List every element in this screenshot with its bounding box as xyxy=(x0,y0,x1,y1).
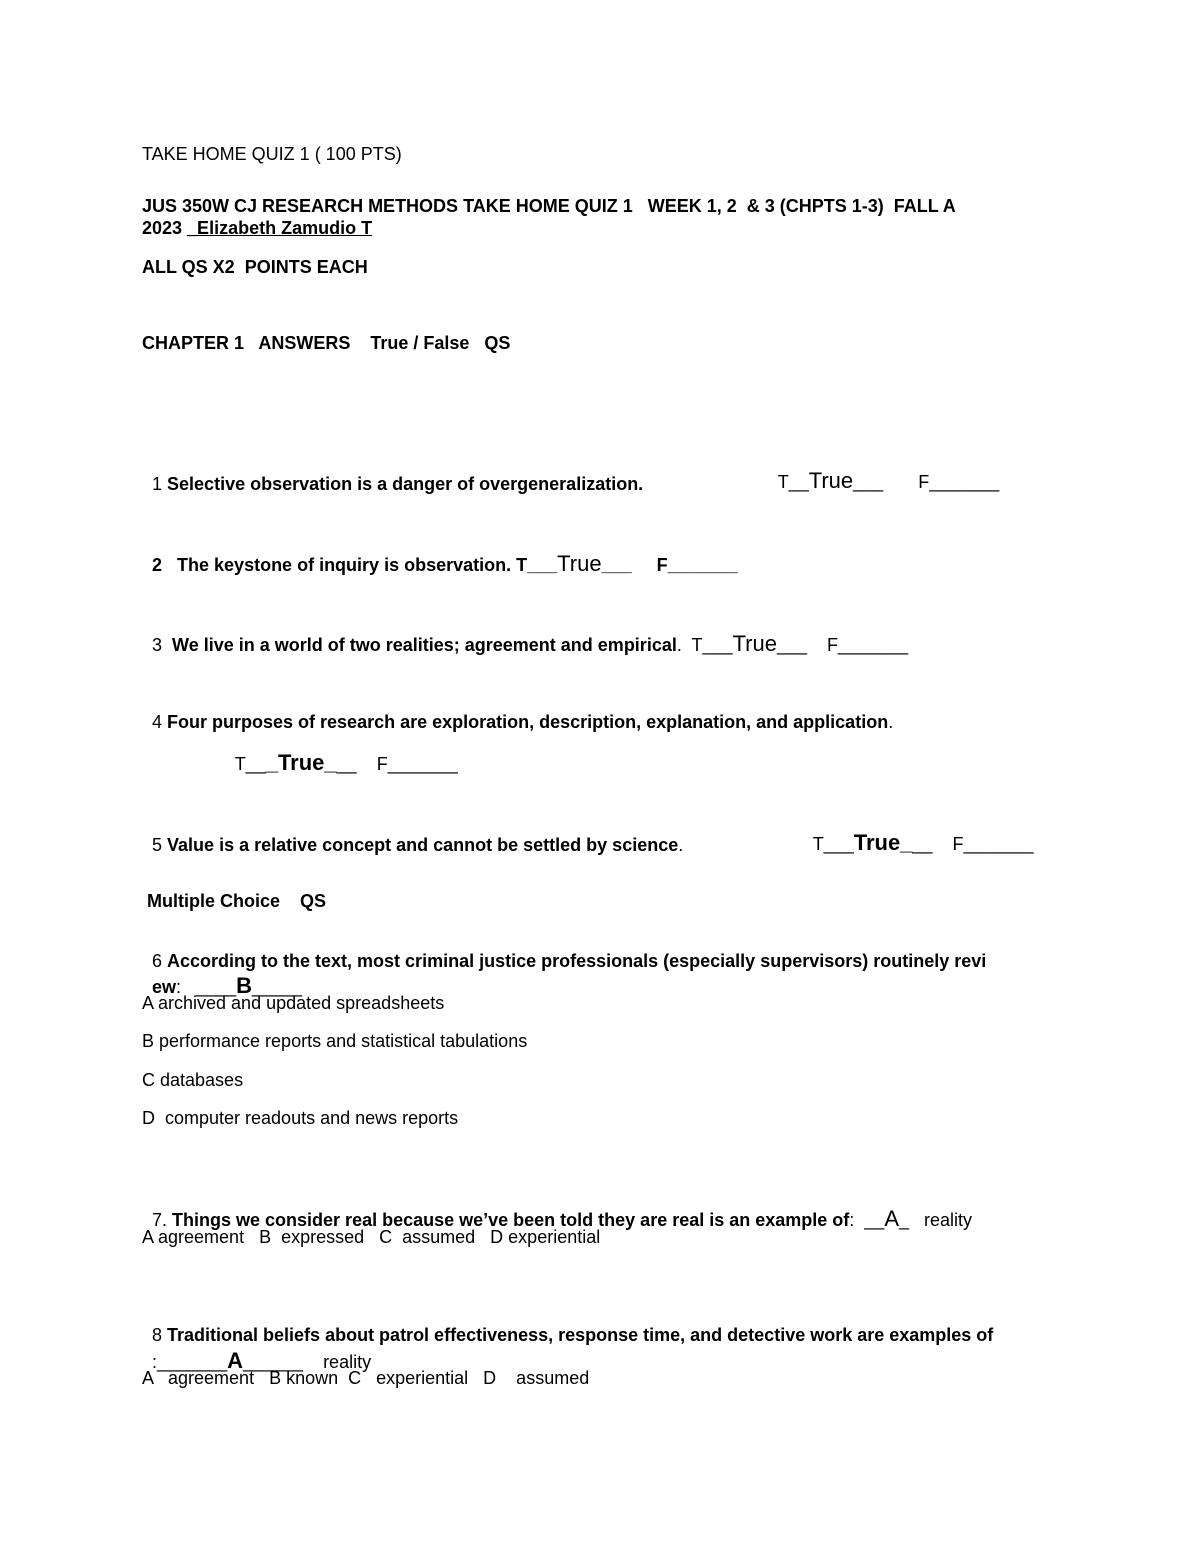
answer-value: True xyxy=(732,631,777,656)
false-blank: F_______ xyxy=(376,754,458,774)
true-blank: T__ xyxy=(777,472,809,492)
q8-options: A agreement B known C experiential D assumed xyxy=(142,1368,590,1388)
question-number: 5 xyxy=(152,835,168,855)
tf-answer-4 xyxy=(225,730,458,775)
tf-question-1 xyxy=(142,451,643,495)
question-tail: reality xyxy=(909,1210,973,1230)
student-name: _Elizabeth Zamudio T xyxy=(187,218,373,238)
true-blank: _ xyxy=(547,555,558,575)
quiz-title: TAKE HOME QUIZ 1 ( 100 PTS) xyxy=(142,144,402,164)
mc-heading: Multiple Choice QS xyxy=(142,891,327,911)
true-blank: T___ xyxy=(812,834,854,854)
option-c: C databases xyxy=(142,1070,244,1090)
answer-value: A xyxy=(227,1348,243,1373)
option-d: D computer readouts and news reports xyxy=(142,1108,459,1128)
answer-value: _True_ xyxy=(265,750,337,775)
question-tail: reality xyxy=(303,1352,372,1372)
question-text: We live in a world of two realities; agreement and empirical xyxy=(172,635,677,655)
question-number: 6 xyxy=(152,951,168,971)
false-blank: F_______ xyxy=(827,635,909,655)
points-note: ALL QS X2 POINTS EACH xyxy=(142,257,368,277)
answer-blank-end: _____ xyxy=(251,977,303,997)
answer-blank: :_______ xyxy=(152,1352,228,1372)
answer-blank-end: _ xyxy=(899,1210,910,1230)
question-number: 7. xyxy=(152,1210,173,1230)
question-number: 2 xyxy=(152,555,178,575)
question-text: The keystone of inquiry is observation. T__ xyxy=(177,555,548,575)
false-blank: F_______ xyxy=(952,834,1034,854)
option-b: B performance reports and statistical tabulations xyxy=(142,1031,528,1051)
answer-blank-end: ______ xyxy=(242,1352,304,1372)
answer-blank: : ____ xyxy=(176,977,237,997)
question-suffix: . xyxy=(678,835,684,855)
tf-answer-1 xyxy=(768,448,999,493)
true-blank: T__ xyxy=(234,754,266,774)
tf-answer-5 xyxy=(803,810,1034,855)
true-blank-end: ___ xyxy=(853,472,884,492)
question-number: 1 xyxy=(152,474,168,494)
false-blank: F_______ xyxy=(656,555,738,575)
answer-value: A xyxy=(884,1206,900,1231)
course-line: JUS 350W CJ RESEARCH METHODS TAKE HOME QUIZ 1 WEEK 1, 2 & 3 (CHPTS 1-3) FALL A xyxy=(142,196,956,216)
answer-value: True_ xyxy=(853,830,913,855)
tf-question-5 xyxy=(142,812,683,856)
answer-value: True xyxy=(808,468,854,493)
question-text: Selective observation is a danger of overgeneralization. xyxy=(167,474,644,494)
true-blank-end: __ xyxy=(912,834,933,854)
question-number: 4 xyxy=(152,712,168,732)
question-text: Four purposes of research are exploration, description, explanation, and application xyxy=(167,712,889,732)
tf-question-4 xyxy=(142,689,893,733)
option-a: A archived and updated spreadsheets xyxy=(142,993,445,1013)
answer-value: B xyxy=(236,973,252,998)
tf-question-3 xyxy=(142,611,908,656)
question-text-cont: ew xyxy=(152,977,177,997)
true-blank-end: __ xyxy=(336,754,357,774)
chapter-heading: CHAPTER 1 ANSWERS True / False QS xyxy=(142,333,511,353)
true-blank: . T___ xyxy=(676,635,733,655)
question-number: 8 xyxy=(152,1325,168,1345)
course-year: 2023 xyxy=(142,218,188,238)
true-blank-end: ___ xyxy=(601,555,632,575)
question-text: Things we consider real because we’ve been told they are real is an example of xyxy=(172,1210,850,1230)
question-text: According to the text, most criminal justice professionals (especially supervisors) routinely revi xyxy=(167,951,987,971)
q7-options: A agreement B expressed C assumed D experiential xyxy=(142,1227,601,1247)
question-suffix: . xyxy=(888,712,894,732)
tf-question-2 xyxy=(142,531,738,576)
false-blank: F_______ xyxy=(918,472,1000,492)
question-text: Value is a relative concept and cannot be settled by science xyxy=(167,835,679,855)
question-text: Traditional beliefs about patrol effectiveness, response time, and detective work are examples of xyxy=(167,1325,994,1345)
mc-question-7 xyxy=(142,1186,972,1231)
course-line-2 xyxy=(142,217,372,239)
true-blank-end: ___ xyxy=(776,635,808,655)
answer-value: True xyxy=(557,551,602,576)
answer-blank: : __ xyxy=(849,1210,885,1230)
question-number: 3 xyxy=(152,635,173,655)
